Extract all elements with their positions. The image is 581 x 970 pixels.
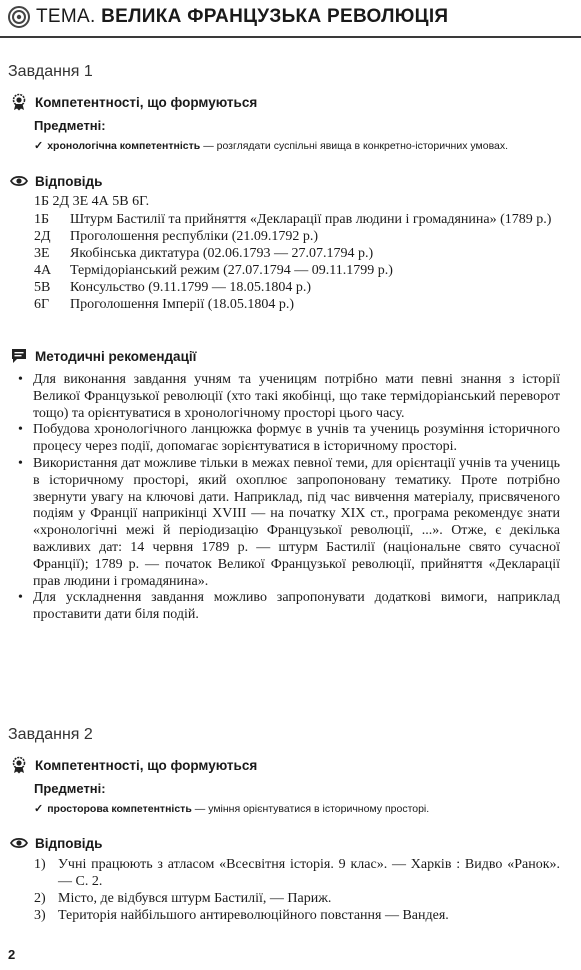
task-1-competences-heading <box>10 93 257 111</box>
answer-text: Штурм Бастилії та прийняття «Декларації прав людини і громадянина» (1789 р.) <box>70 212 552 227</box>
answer-number: 3) <box>34 908 46 923</box>
answer-number: 2) <box>34 891 46 906</box>
answer-sequence: 1Б 2Д 3Е 4А 5В 6Г. <box>34 194 150 209</box>
methods-item: • Використання дат можливе тільки в межах певної теми, для орієнтації учнів та учениць в історичному просторі, який охоплює запропоновану тематику. Проте потрібно звернути увагу на ключові дати. Наприклад, під час вивчення матеріалу, присвяченого подіям у Франції наприкінці XVIII — на початку XIX ст., програма рекомендує знати «хронологічні межі й періодизацію Французької революції, ...». Отже, є декілька важливих дат: 14 червня 1789 р. — штурм Бастилії (національне свято сучасної Франції); 1789 р. — початок Великої Французької революції, прийняття «Декларації прав людини і громадянина». <box>16 456 560 590</box>
answer-text: Проголошення Імперії (18.05.1804 р.) <box>70 297 295 312</box>
checkmark-icon: ✓ <box>34 140 44 152</box>
eye-icon <box>10 172 28 190</box>
task-2-title: Завдання 2 <box>8 726 93 743</box>
page-title <box>36 6 448 28</box>
topic-prefix: ТЕМА. <box>36 6 96 27</box>
comment-icon <box>10 347 28 365</box>
page-number: 2 <box>8 947 16 962</box>
award-medal-icon <box>10 93 28 111</box>
award-medal-icon <box>10 756 28 774</box>
answer-key: 4А <box>34 263 52 278</box>
task-1-subject-label: Предметні: <box>34 118 106 133</box>
task-1-answers <box>34 193 581 313</box>
answer-heading-text: Відповідь <box>35 835 103 851</box>
checkmark-icon: ✓ <box>34 803 44 815</box>
answer-text: Консульство (9.11.1799 — 18.05.1804 р.) <box>70 280 312 295</box>
answer-row <box>34 245 581 262</box>
task-2-subject-label: Предметні: <box>34 781 106 796</box>
task-2-competences-heading <box>10 756 257 774</box>
methods-heading-text: Методичні рекомендації <box>35 348 197 364</box>
answer-key: 1Б <box>34 212 50 227</box>
answer-item <box>34 856 560 890</box>
task-2-answers <box>34 856 560 924</box>
competences-heading-text: Компетентності, що формуються <box>35 757 258 773</box>
methods-list <box>16 372 560 624</box>
answer-row <box>34 211 581 228</box>
answer-item <box>34 907 560 924</box>
page-header <box>8 6 448 28</box>
answer-item <box>34 890 560 907</box>
answer-key: 5В <box>34 280 51 295</box>
competences-heading-text: Компетентності, що формуються <box>35 94 258 110</box>
answer-text: Територія найбільшого антиреволюційного повстання — Вандея. <box>58 908 449 923</box>
answer-row <box>34 262 581 279</box>
task-2-answer-heading <box>10 834 102 852</box>
task-1-competence-item <box>34 139 508 152</box>
competence-description: — уміння орієнтуватися в історичному просторі. <box>194 802 430 815</box>
answer-text: Проголошення республіки (21.09.1792 р.) <box>70 229 319 244</box>
answer-text: Учні працюють з атласом «Всесвітня історія. 9 клас». — Харків : Видво «Ранок». — С. 2. <box>58 857 560 889</box>
answer-key: 2Д <box>34 229 51 244</box>
answer-text: Термідоріанський режим (27.07.1794 — 09.11.1799 р.) <box>70 263 393 278</box>
answer-heading-text: Відповідь <box>35 173 103 189</box>
answer-row <box>34 296 581 313</box>
task-1-title: Завдання 1 <box>8 63 93 80</box>
answer-text: Якобінська диктатура (02.06.1793 — 27.07.1794 р.) <box>70 246 374 261</box>
answer-row <box>34 228 581 245</box>
header-divider <box>0 36 581 38</box>
topic-circle-icon <box>8 6 30 28</box>
methods-item: • Побудова хронологічного ланцюжка формує в учнів та учениць розуміння історичного процесу через події, допомагає зорієнтуватися в історичному просторі. <box>16 422 560 456</box>
task-1-methods-heading <box>10 347 196 365</box>
task-1-answer-heading <box>10 172 102 190</box>
methods-item: • Для виконання завдання учням та ученицям потрібно мати певні знання з історії Великої Французької революції (хто такі якобінці, що таке термідоріанський переворот тощо) та орієнтуватися в хронологічному просторі цього часу. <box>16 372 560 422</box>
task-2-competence-item <box>34 802 429 815</box>
competence-term: хронологічна компетентність <box>47 139 201 152</box>
answer-key: 3Е <box>34 246 50 261</box>
answer-number: 1) <box>34 857 46 872</box>
answer-row <box>34 279 581 296</box>
topic-title: ВЕЛИКА ФРАНЦУЗЬКА РЕВОЛЮЦІЯ <box>101 6 449 27</box>
answer-text: Місто, де відбувся штурм Бастилії, — Париж. <box>58 891 332 906</box>
competence-term: просторова компетентність <box>47 802 192 815</box>
eye-icon <box>10 834 28 852</box>
methods-item: • Для ускладнення завдання можливо запропонувати додаткові вимоги, наприклад проставити дати біля подій. <box>16 590 560 624</box>
competence-description: — розглядати суспільні явища в конкретно-історичних умовах. <box>203 139 509 152</box>
answer-key: 6Г <box>34 297 50 312</box>
